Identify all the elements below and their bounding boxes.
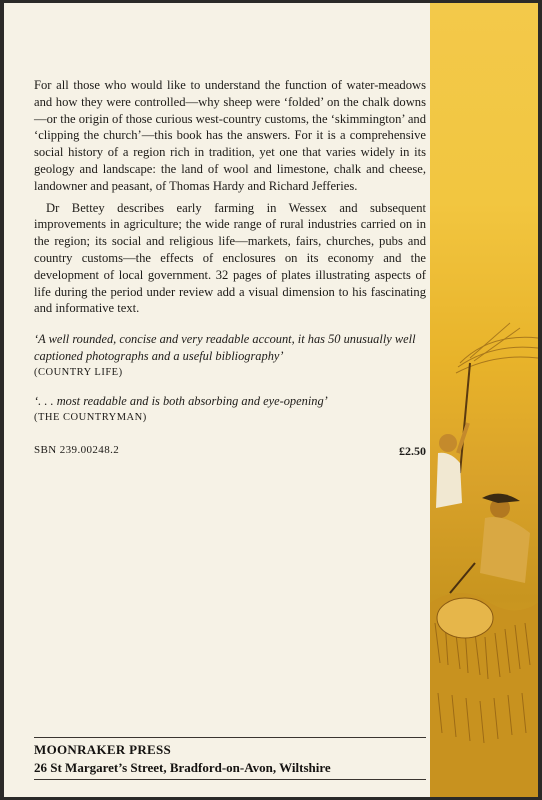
review-quote-1 [34,331,426,381]
review-source: (THE COUNTRYMAN) [34,411,147,423]
price: £2.50 [399,443,426,458]
illustration-strip [430,3,538,797]
isbn-number: SBN 239.00248.2 [34,443,120,456]
publisher-address: 26 St Margaret’s Street, Bradford-on-Avon, Wiltshire [34,760,331,775]
blurb-text [34,77,426,462]
divider-top [34,737,426,738]
back-cover [4,3,538,797]
review-source: (COUNTRY LIFE) [34,366,123,378]
blurb-paragraph-1: For all those who would like to understand the function of water-meadows and how they were controlled—why sheep were ‘folded’ on the chalk downs—or the origin of those curious west-country customs, the ‘skimmington’ and ‘clipping the church’—this book has the answers. For it is a comprehensive social history of a region rich in tradition, yet one that varies widely in its geology and landscape: the land of wool and limestone, chalk and cheese, landowner and peasant, of Thomas Hardy and Richard Jefferies. [34,78,426,193]
blurb-paragraph-2: Dr Bettey describes early farming in Wessex and subsequent improvements in agriculture; the wide range of rural industries carried on in the region; its social and religious life—markets, fairs, churches, pubs and country customs—the effects of enclosures on its economy and the development of local government. 32 pages of plates illustrating aspects of life during the period under review add a visual dimension to his fascinating and informative text. [34,200,426,316]
review-quote-text: ‘A well rounded, concise and very readable account, it has 50 unusually well captioned photographs and a useful bibliography’ [34,332,416,363]
harvest-scene-illustration [430,303,538,797]
isbn-price-row [34,444,426,462]
divider-bottom [34,779,426,780]
review-quote-text: ‘. . . most readable and is both absorbing and eye-opening’ [34,393,328,408]
review-quote-2 [34,393,426,426]
publisher-name: MOONRAKER PRESS [34,742,172,757]
